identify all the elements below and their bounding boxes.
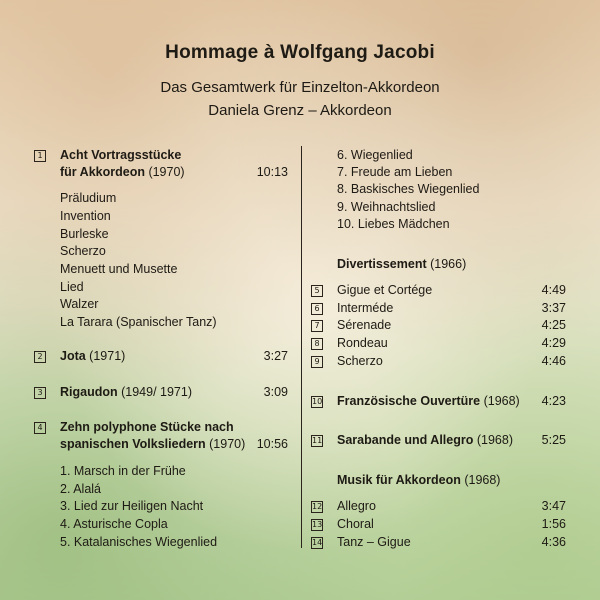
track-name: Rondeau (337, 336, 388, 350)
track-title: Jota (60, 349, 86, 363)
track-year: (1968) (473, 433, 513, 447)
movement-item: 6. Wiegenlied (337, 148, 413, 162)
section-heading (337, 472, 500, 488)
track-year: (1949/ 1971) (117, 385, 192, 399)
track-number-box: 2 (34, 351, 46, 363)
track-duration: 4:23 (541, 394, 566, 408)
track-name: Tanz – Gigue (337, 535, 411, 549)
performer-line: Daniela Grenz – Akkordeon (208, 102, 392, 119)
track-year: (1968) (480, 394, 520, 408)
movement-item: Walzer (60, 297, 99, 311)
track-duration: 4:46 (541, 354, 566, 368)
movement-item: 2. Alalá (60, 482, 102, 496)
movement-item: 8. Baskisches Wiegenlied (337, 182, 480, 196)
movement-item: Burleske (60, 227, 109, 241)
track-duration: 4:25 (541, 318, 566, 332)
movement-item: 4. Asturische Copla (60, 517, 168, 531)
track-title: Zehn polyphone Stücke nach (60, 420, 234, 434)
track-name: Interméde (337, 301, 394, 315)
movement-item: 7. Freude am Lieben (337, 165, 453, 179)
track-duration: 1:56 (541, 517, 566, 531)
section-title: Divertissement (337, 257, 427, 271)
track-number-box: 7 (311, 320, 323, 332)
movement-item: La Tarara (Spanischer Tanz) (60, 315, 217, 329)
movement-item: Menuett und Musette (60, 262, 178, 276)
track-number-box: 1 (34, 150, 46, 162)
track-number-box: 6 (311, 303, 323, 315)
track-number-box: 3 (34, 387, 46, 399)
track-year: (1970) (205, 437, 246, 451)
track-duration: 3:09 (263, 385, 288, 399)
album-title: Hommage à Wolfgang Jacobi (165, 42, 435, 63)
track-name: Choral (337, 517, 374, 531)
track-duration: 10:13 (256, 165, 288, 179)
track-line (60, 384, 192, 400)
section-heading (337, 256, 466, 272)
track-number-box: 13 (312, 520, 323, 529)
album-subtitle: Das Gesamtwerk für Einzelton-Akkordeon (160, 79, 440, 96)
track-title: für Akkordeon (60, 165, 145, 179)
movement-item: 5. Katalanisches Wiegenlied (60, 535, 218, 549)
track-number-box: 11 (312, 436, 323, 445)
movement-item: 1. Marsch in der Frühe (60, 464, 186, 478)
track-title-line2 (60, 164, 185, 180)
track-duration: 3:27 (263, 349, 288, 363)
track-number-box: 5 (311, 285, 323, 297)
movement-item: 10. Liebes Mädchen (337, 217, 450, 231)
track-title: Rigaudon (60, 385, 118, 399)
section-title: Musik für Akkordeon (337, 473, 461, 487)
track-title: Acht Vortragsstücke (60, 148, 182, 162)
movement-item: 9. Weihnachtslied (337, 200, 436, 214)
track-duration: 5:25 (541, 433, 566, 447)
track-number-box: 12 (312, 502, 323, 511)
track-title: spanischen Volksliedern (60, 437, 206, 451)
movement-item: Invention (60, 209, 111, 223)
track-name: Allegro (337, 499, 376, 513)
movement-item: Lied (60, 280, 84, 294)
track-number-box: 14 (312, 538, 323, 547)
track-name: Gigue et Cortége (337, 283, 433, 297)
movement-item: 3. Lied zur Heiligen Nacht (60, 499, 204, 513)
track-number-box: 4 (34, 422, 46, 434)
column-divider (301, 146, 302, 548)
track-line (337, 432, 513, 448)
track-title-line2 (60, 436, 245, 452)
track-name: Scherzo (337, 354, 383, 368)
track-number-box: 9 (311, 356, 323, 368)
movement-item: Präludium (60, 191, 117, 205)
track-year: (1971) (85, 349, 126, 363)
track-number-box: 8 (311, 338, 323, 350)
track-title: Französische Ouvertüre (337, 394, 481, 408)
section-year: (1968) (460, 473, 501, 487)
movement-item: Scherzo (60, 244, 106, 258)
track-line (337, 393, 520, 409)
track-line (60, 348, 125, 364)
track-duration: 4:49 (541, 283, 566, 297)
track-duration: 3:37 (541, 301, 566, 315)
track-number-box: 10 (312, 397, 323, 406)
section-year: (1966) (426, 257, 467, 271)
track-duration: 4:29 (541, 336, 566, 350)
track-duration: 4:36 (541, 535, 566, 549)
track-title: Sarabande und Allegro (337, 433, 474, 447)
track-name: Sérenade (337, 318, 392, 332)
track-year: (1970) (144, 165, 185, 179)
track-duration: 10:56 (256, 437, 288, 451)
track-duration: 3:47 (541, 499, 566, 513)
